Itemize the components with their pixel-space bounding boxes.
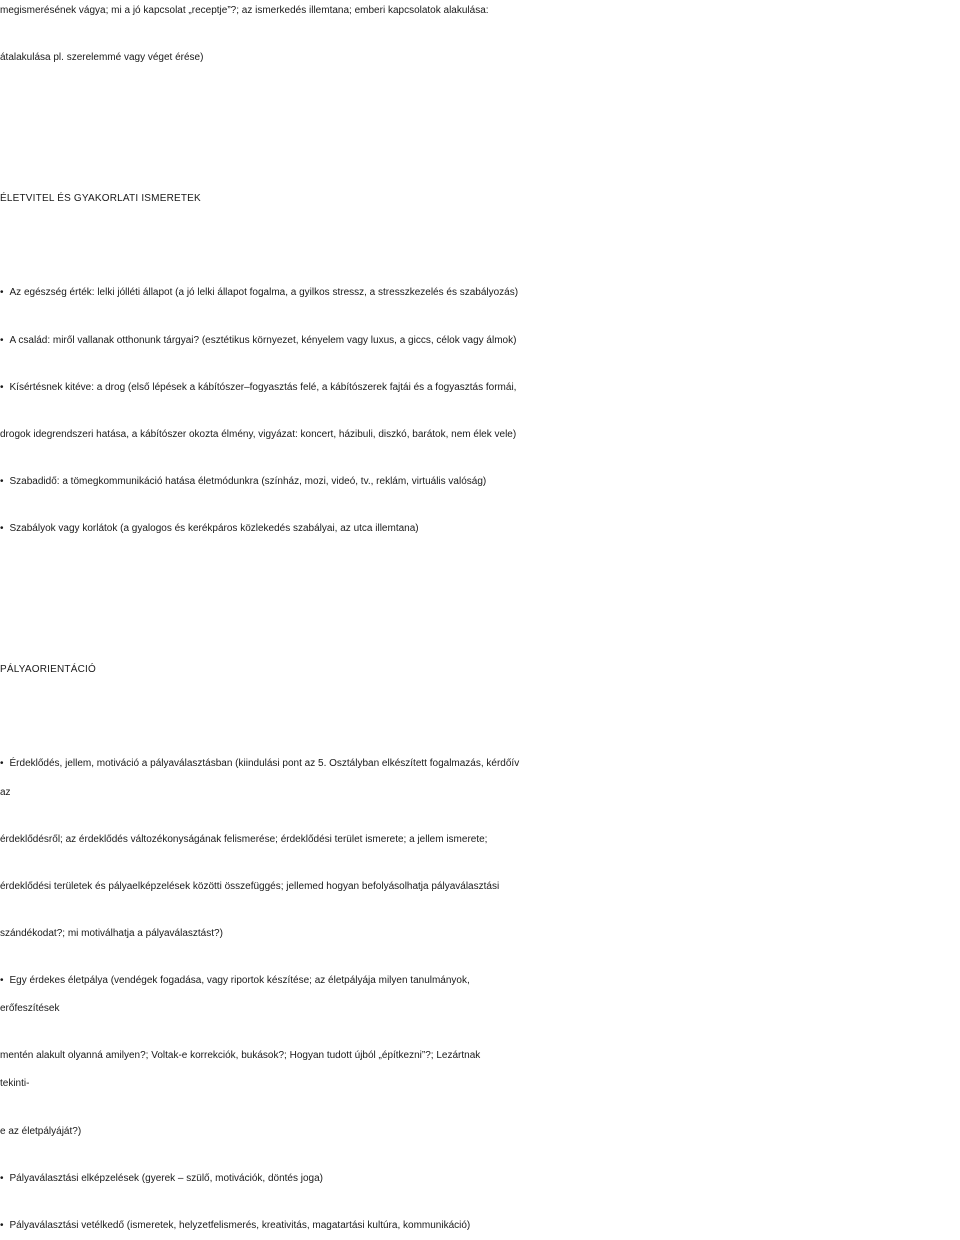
list-item: • Az egészség érték: lelki jólléti állapot (a jó lelki állapot fogalma, a gyilkos stressz, a stresszkezelés és szabályozás) (0, 282, 960, 304)
list-item: • Pályaválasztási vetélkedő (ismeretek, helyzetfelismerés, kreativitás, magatartási kultúra, kommunikáció) (0, 1215, 960, 1237)
text-line: drogok idegrendszeri hatása, a kábítószer okozta élmény, vigyázat: koncert, házibuli, diszkó, barátok, nem élek vele) (0, 429, 517, 440)
text-line: megismerésének vágya; mi a jó kapcsolat „receptje”?; az ismerkedés illemtana; emberi kapcsolatok alakulása: (0, 5, 489, 16)
text-line: e az életpályáját?) (0, 1126, 82, 1137)
section-heading-palyaorientacio: PÁLYAORIENTÁCIÓ (0, 664, 96, 675)
list-item: • Szabályok vagy korlátok (a gyalogos és kerékpáros közlekedés szabályai, az utca illemtana) (0, 518, 960, 540)
list-item: • A család: miről vallanak otthonunk tárgyai? (esztétikus környezet, kényelem vagy luxus, a giccs, célok vagy álmok) (0, 330, 960, 352)
text-line: érdeklődési területek és pályaelképzelések közötti összefüggés; jellemed hogyan befolyásolhatja pályaválasztási (0, 881, 500, 892)
list-item: • Kísértésnek kitéve: a drog (első lépések a kábítószer–fogyasztás felé, a kábítószerek fajtái és a fogyasztás formái, (0, 377, 960, 399)
text-line: erőfeszítések (0, 1003, 60, 1014)
text-line: átalakulása pl. szerelemmé vagy véget érése) (0, 52, 204, 63)
list-item: • Szabadidő: a tömegkommunikáció hatása életmódunkra (színház, mozi, videó, tv., reklám, virtuális valóság) (0, 471, 960, 493)
section-heading-eletvitel: ÉLETVITEL ÉS GYAKORLATI ISMERETEK (0, 193, 201, 204)
text-line: érdeklődésről; az érdeklődés változékonyságának felismerése; érdeklődési terület ismerete; a jellem ismerete; (0, 834, 488, 845)
text-line: tekinti- (0, 1078, 30, 1089)
text-line: mentén alakult olyanná amilyen?; Voltak-e korrekciók, bukások?; Hogyan tudott újból „építkezni”?; Lezártnak (0, 1050, 481, 1061)
text-line: az (0, 787, 11, 798)
list-item: • Pályaválasztási elképzelések (gyerek – szülő, motivációk, döntés joga) (0, 1168, 960, 1190)
list-item: • Érdeklődés, jellem, motiváció a pályaválasztásban (kiindulási pont az 5. Osztályban elkészített fogalmazás, kérdőív (0, 753, 960, 775)
list-item: • Egy érdekes életpálya (vendégek fogadása, vagy riportok készítése; az életpályája milyen tanulmányok, (0, 970, 960, 992)
text-line: szándékodat?; mi motiválhatja a pályaválasztást?) (0, 928, 223, 939)
